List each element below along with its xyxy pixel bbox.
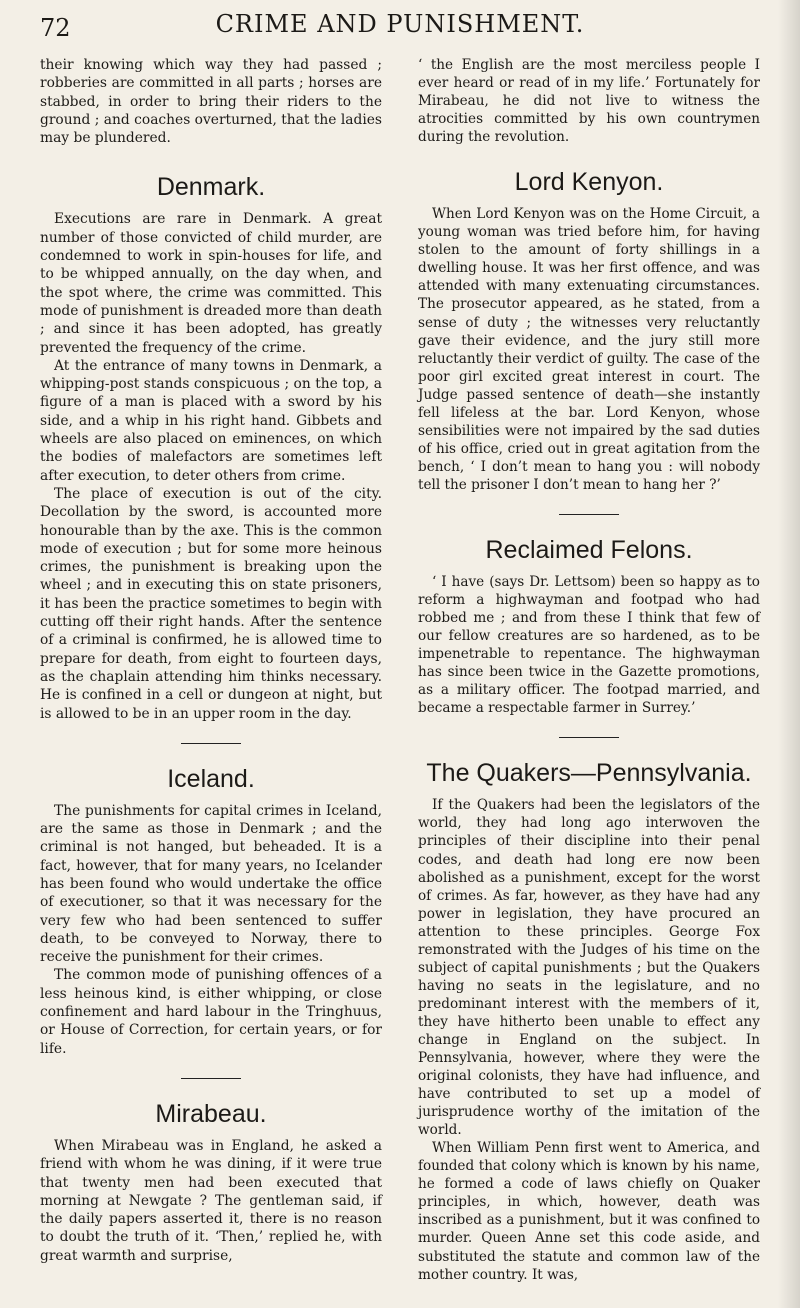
page-edge-shadow [778, 0, 800, 1308]
paragraph: When William Penn first went to America, and founded that colony which is known by his name, he formed a code of laws chiefly on Quaker principles, in which, however, death was inscribed as a punishment, but it was confined to murder. Queen Anne set this code aside, and substituted the statute and common law of the mother country. It was, [418, 1140, 760, 1283]
section-divider [181, 1078, 241, 1079]
paragraph: When Lord Kenyon was on the Home Circuit, a young woman was tried before him, for having stolen to the amount of forty shillings in a dwelling house. It was her first offence, and was attended with many extenuating circumstances. The prosecutor appeared, as he stated, from a sense of duty ; the witnesses very reluctantly gave their evidence, and the jury still more reluctantly their verdict of guilty. The case of the poor girl excited great interest in court. The Judge passed sentence of death—she instantly fell lifeless at the bar. Lord Kenyon, whose sensibilities were not impaired by the sad duties of his office, cried out in great agitation from the bench, ‘ I don’t mean to hang you : will nobody tell the prisoner I don’t mean to hang her ?’ [418, 206, 760, 493]
paragraph: The common mode of punishing offences of a less heinous kind, is either whipping, or close confinement and hard labour in the Tringhuus, or House of Correction, for certain years, or for life. [40, 967, 382, 1057]
section-divider [559, 514, 619, 515]
running-title: CRIME AND PUNISHMENT. [215, 10, 585, 38]
running-head [40, 8, 760, 48]
continuation-paragraph: their knowing which way they had passed ; robberies are committed in all parts ; horses are stabbed, in order to bring their riders to the ground ; and coaches overturned, that the ladies may be plundered. [40, 57, 382, 147]
paragraph: ‘ I have (says Dr. Lettsom) been so happy as to reform a highwayman and footpad who had robbed me ; and from these I think that few of our fellow creatures are so hardened, as to be impenetrable to repentance. The highwayman has since been twice in the Gazette promotions, as a military officer. The footpad married, and became a respectable farmer in Surrey.’ [418, 573, 760, 717]
paragraph: At the entrance of many towns in Denmark, a whipping-post stands conspicuous ; on the top, a figure of a man is placed with a sword by his side, and a whip in his right hand. Gibbets and wheels are also placed on eminences, on which the bodies of malefactors are sometimes left after execution, to deter others from crime. [40, 357, 382, 484]
section-title-kenyon: Lord Kenyon. [514, 168, 664, 197]
paragraph: When Mirabeau was in England, he asked a friend with whom he was dining, if it were true that twenty men had been executed that morning at Newgate ? The gentleman said, if the daily papers asserted it, there is no reason to doubt the truth of it. ‘Then,’ replied he, with great warmth and surprise, [40, 1137, 382, 1264]
section-title-quakers: The Quakers—Pennsylvania. [426, 759, 752, 788]
paragraph: The punishments for capital crimes in Iceland, are the same as those in Denmark ; and the criminal is not hanged, but beheaded. It is a fact, however, that for many years, no Icelander has been found who would undertake the office of executioner, so that it was necessary for the very few who had been sentenced to suffer death, to be conveyed to Norway, there to receive the punishment for their crimes. [40, 802, 382, 966]
section-title-mirabeau: Mirabeau. [155, 1099, 267, 1128]
paragraph: If the Quakers had been the legislators of the world, they had long ago interwoven the principles of their discipline into their penal codes, and death had long ere now been abolished as a punishment, except for the worst of crimes. As far, however, as they have had any power in legislation, they have procured an attention to these principles. George Fox remonstrated with the Judges of his time on the subject of capital punishments ; but the Quakers having no seats in the legislature, and no predominant interest with the members of it, they have hitherto been unable to effect any change in England on the subject. In Pennsylvania, however, where they were the original colonists, they have had influence, and have contributed to set up a model of jurisprudence worthy of the imitation of the world. [418, 797, 760, 1139]
paragraph: The place of execution is out of the city. Decollation by the sword, is accounted more honourable than by the axe. This is the common mode of execution ; but for some more heinous crimes, the punishment is breaking upon the wheel ; and in executing this on state prisoners, it has been the practice sometimes to begin with cutting off their right hands. After the sentence of a criminal is confirmed, he is allowed time to prepare for death, from eight to fourteen days, as the chaplain attending him thinks necessary. He is confined in a cell or dungeon at night, but is allowed to be in an upper room in the day. [40, 485, 382, 722]
section-divider [181, 743, 241, 744]
continuation-paragraph: ‘ the English are the most merciless people I ever heard or read of in my life.’ Fortunately for Mirabeau, he did not live to witness the atrocities committed by his own countrymen during the revolution. [418, 57, 760, 146]
left-column [40, 56, 382, 1265]
right-column [418, 56, 760, 1284]
section-title-iceland: Iceland. [167, 764, 255, 793]
section-title-denmark: Denmark. [156, 173, 266, 202]
page-number: 72 [40, 14, 71, 42]
paragraph: Executions are rare in Denmark. A great number of those convicted of child murder, are condemned to work in spin-houses for life, and to be whipped annually, on the day when, and the spot where, the crime was committed. This mode of punishment is dreaded more than death ; and since it has been adopted, has greatly prevented the frequency of the crime. [40, 211, 382, 356]
section-divider [559, 737, 619, 738]
section-title-reclaimed-felons: Reclaimed Felons. [485, 535, 693, 564]
